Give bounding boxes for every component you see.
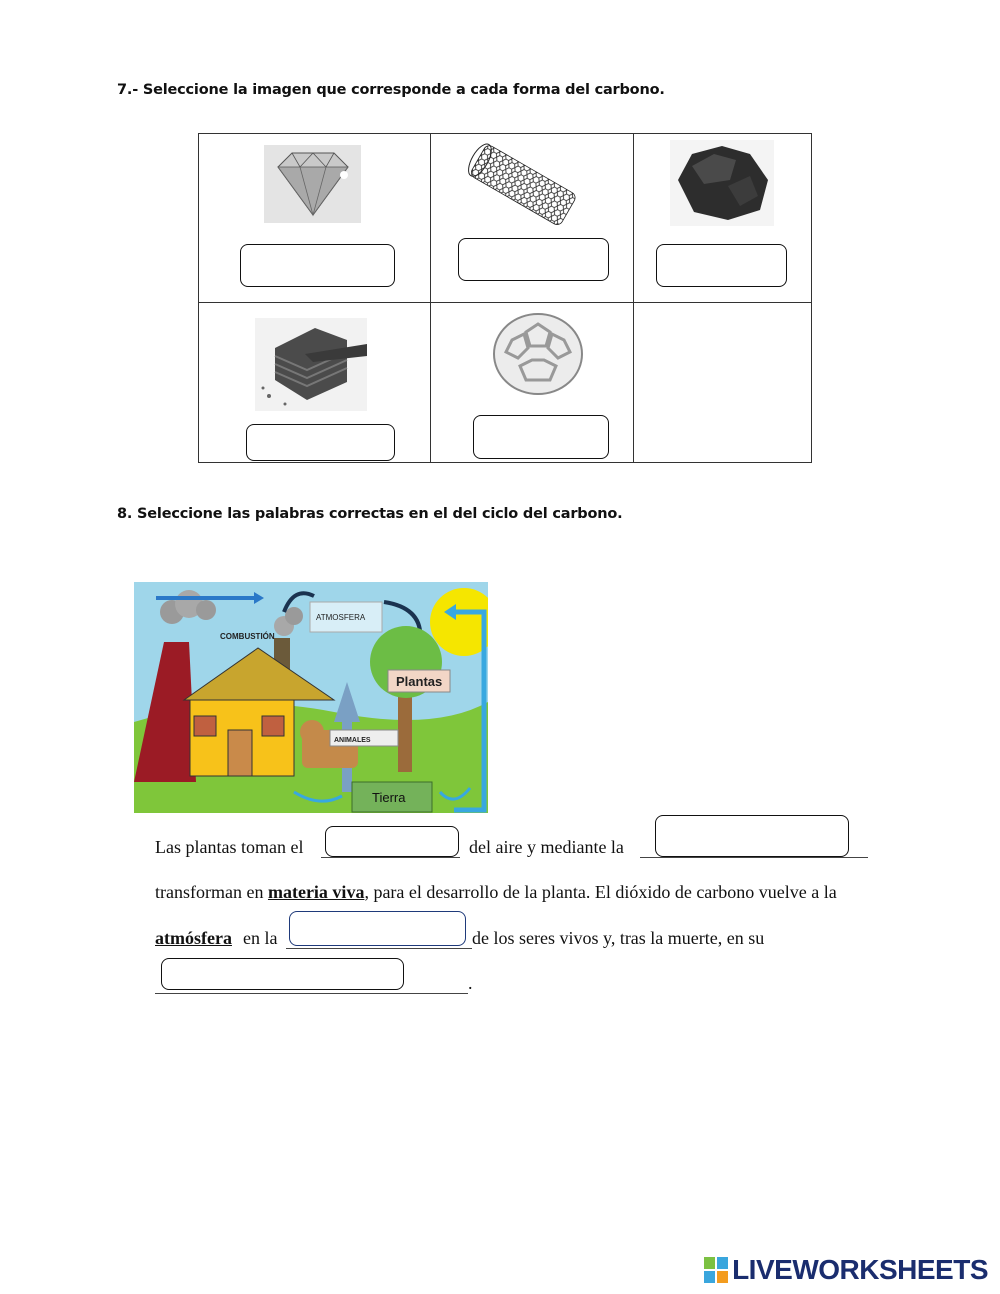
materia-viva-text: materia viva (267, 882, 365, 902)
blank-underline-1 (321, 857, 460, 858)
question-8-text: 8. Seleccione las palabras correctas en el del ciclo del carbono. (117, 506, 623, 522)
carbon-cycle-diagram (134, 582, 488, 813)
animales-label: ANIMALES (334, 737, 371, 744)
paragraph-line2 (155, 882, 837, 903)
tierra-label: Tierra (372, 790, 406, 805)
answer-box-coal[interactable] (656, 244, 787, 287)
logo-icon (704, 1257, 728, 1283)
blank-1[interactable] (325, 826, 459, 857)
liveworksheets-logo (704, 1254, 988, 1286)
question-7-text: 7.- Seleccione la imagen que corresponde a cada forma del carbono. (117, 82, 665, 98)
line2-text-a: transforman en (155, 882, 264, 902)
answer-box-graphite[interactable] (246, 424, 395, 461)
blank-4[interactable] (161, 958, 404, 990)
blank-underline-4 (155, 993, 468, 994)
plantas-label: Plantas (396, 674, 443, 689)
logo-text: LIVEWORKSHEETS (732, 1254, 988, 1285)
blank-underline-2 (640, 857, 868, 858)
blank-2[interactable] (655, 815, 849, 857)
line2-text-c: , para el desarrollo de la planta. El dióxido de carbono vuelve a la (364, 882, 837, 902)
combustion-label: COMBUSTIÓN (220, 632, 275, 641)
fullerene-image (490, 310, 586, 398)
blank-underline-3 (286, 948, 472, 949)
paragraph-end: . (468, 973, 473, 993)
atmosfera-label: ATMOSFERA (316, 613, 366, 622)
paragraph-line1-b: del aire y mediante la (469, 837, 624, 857)
nanotube-image (465, 140, 577, 230)
coal-image (670, 140, 774, 226)
paragraph-line1-a: Las plantas toman el (155, 837, 304, 857)
answer-box-nanotube[interactable] (458, 238, 609, 281)
blank-3[interactable] (289, 911, 466, 946)
paragraph-line3-c: de los seres vivos y, tras la muerte, en su (472, 928, 765, 948)
atmosfera-text: atmósfera (155, 928, 232, 948)
diamond-image (264, 145, 361, 223)
answer-box-fullerene[interactable] (473, 415, 609, 459)
paragraph-line3-b: en la (243, 928, 278, 948)
graphite-image (255, 318, 367, 411)
answer-box-diamond[interactable] (240, 244, 395, 287)
